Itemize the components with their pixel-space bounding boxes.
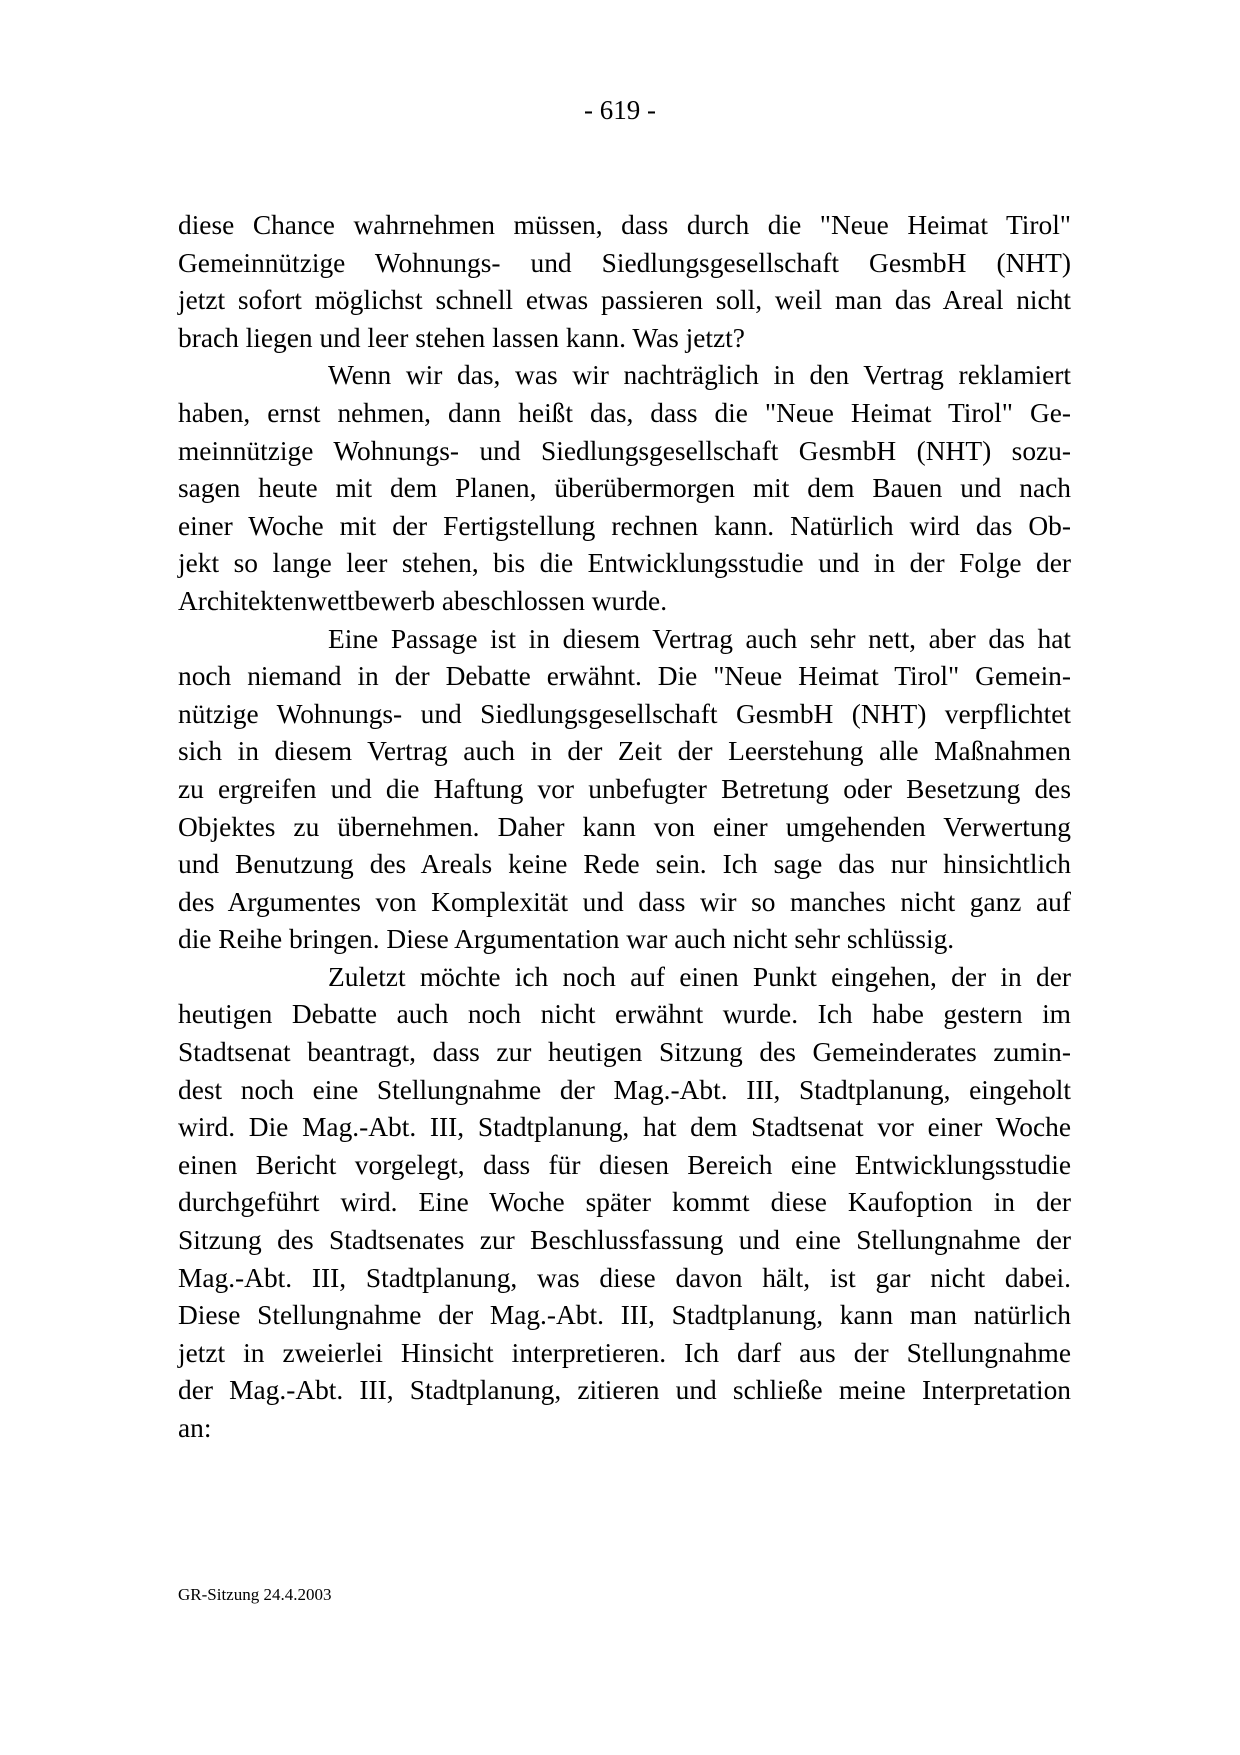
text-line: sagen heute mit dem Planen, überübermorgen mit dem Bauen und nach (178, 473, 1071, 504)
paragraph (178, 207, 1071, 357)
text-line: und Benutzung des Areals keine Rede sein. Ich sage das nur hinsichtlich (178, 849, 1071, 880)
text-line: dest noch eine Stellungnahme der Mag.-Abt. III, Stadtplanung, eingeholt (178, 1074, 1071, 1105)
text-line: Eine Passage ist in diesem Vertrag auch sehr nett, aber das hat (328, 623, 1071, 654)
text-line: jekt so lange leer stehen, bis die Entwicklungsstudie und in der Folge der (178, 548, 1071, 579)
paragraph (178, 959, 1071, 1448)
text-line: noch niemand in der Debatte erwähnt. Die "Neue Heimat Tirol" Gemein- (178, 661, 1071, 692)
text-line: zu ergreifen und die Haftung vor unbefugter Betretung oder Besetzung des (178, 773, 1071, 804)
paragraph (178, 621, 1071, 959)
text-line: heutigen Debatte auch noch nicht erwähnt wurde. Ich habe gestern im (178, 999, 1071, 1030)
text-line: durchgeführt wird. Eine Woche später kommt diese Kaufoption in der (178, 1187, 1071, 1218)
text-line: brach liegen und leer stehen lassen kann. Was jetzt? (178, 322, 745, 353)
text-line: Zuletzt möchte ich noch auf einen Punkt eingehen, der in der (328, 961, 1071, 992)
text-line: Wenn wir das, was wir nachträglich in den Vertrag reklamiert (328, 360, 1071, 391)
text-line: Architektenwettbewerb abeschlossen wurde. (178, 585, 668, 616)
text-line: jetzt in zweierlei Hinsicht interpretieren. Ich darf aus der Stellungnahme (178, 1337, 1071, 1368)
text-line: diese Chance wahrnehmen müssen, dass durch die "Neue Heimat Tirol" (178, 210, 1071, 240)
page-number: - 619 - (584, 95, 656, 125)
text-line: wird. Die Mag.-Abt. III, Stadtplanung, hat dem Stadtsenat vor einer Woche (178, 1112, 1071, 1143)
text-line: an: (178, 1413, 212, 1443)
body-text (178, 207, 1071, 1448)
text-line: Objektes zu übernehmen. Daher kann von einer umgehenden Verwertung (178, 811, 1071, 842)
text-line: Sitzung des Stadtsenates zur Beschlussfassung und eine Stellungnahme der (178, 1225, 1071, 1256)
text-line: haben, ernst nehmen, dann heißt das, dass die "Neue Heimat Tirol" Ge- (178, 397, 1071, 428)
text-line: der Mag.-Abt. III, Stadtplanung, zitieren und schließe meine Interpretation (178, 1375, 1071, 1406)
footer-session-date: GR-Sitzung 24.4.2003 (178, 1585, 332, 1604)
paragraph (178, 357, 1071, 620)
text-line: einen Bericht vorgelegt, dass für diesen Bereich eine Entwicklungsstudie (178, 1149, 1071, 1180)
text-line: Stadtsenat beantragt, dass zur heutigen Sitzung des Gemeinderates zumin- (178, 1037, 1071, 1068)
text-line: Diese Stellungnahme der Mag.-Abt. III, Stadtplanung, kann man natürlich (178, 1300, 1071, 1331)
text-line: Mag.-Abt. III, Stadtplanung, was diese davon hält, ist gar nicht dabei. (178, 1262, 1071, 1293)
text-line: jetzt sofort möglichst schnell etwas passieren soll, weil man das Areal nicht (178, 285, 1071, 316)
text-line: meinnützige Wohnungs- und Siedlungsgesellschaft GesmbH (NHT) sozu- (178, 435, 1071, 466)
text-line: einer Woche mit der Fertigstellung rechnen kann. Natürlich wird das Ob- (178, 510, 1071, 541)
text-line: Gemeinnützige Wohnungs- und Siedlungsgesellschaft GesmbH (NHT) (178, 247, 1071, 278)
text-line: des Argumentes von Komplexität und dass wir so manches nicht ganz auf (178, 886, 1071, 917)
text-line: nützige Wohnungs- und Siedlungsgesellschaft GesmbH (NHT) verpflichtet (178, 698, 1071, 729)
text-line: die Reihe bringen. Diese Argumentation war auch nicht sehr schlüssig. (178, 924, 955, 955)
text-line: sich in diesem Vertrag auch in der Zeit der Leerstehung alle Maßnahmen (178, 736, 1071, 767)
